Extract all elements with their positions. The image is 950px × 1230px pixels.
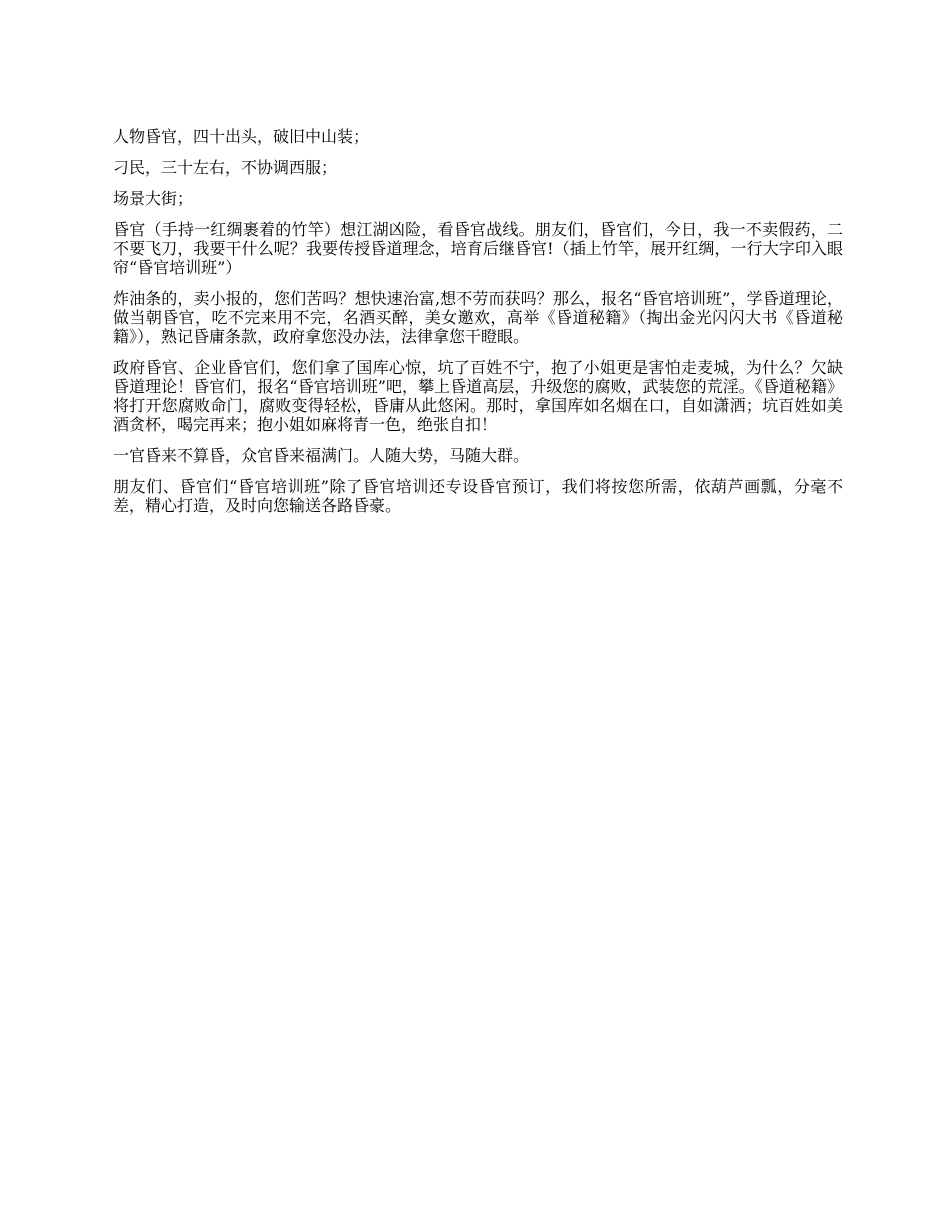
- paragraph-saying: 一官昏来不算昏，众官昏来福满门。人随大势，马随大群。: [113, 446, 530, 465]
- paragraph-closing: 朋友们、昏官们“昏官培训班”除了昏官培训还专设昏官预订，我们将按您所需，依葫芦画瓢，分毫不差，精心打造，及时向您输送各路昏豪。: [113, 477, 843, 515]
- paragraph-appeal-commoners: 炸油条的，卖小报的，您们苦吗？想快速治富,想不劳而获吗？那么，报名“昏官培训班”，学昏道理论，做当朝昏官，吃不完来用不完，名酒买醉，美女邀欢，高举《昏道秘籍》（掏出金光闪闪大书《昏道秘籍》），熟记昏庸条款，政府拿您没办法，法律拿您干瞪眼。: [113, 289, 843, 346]
- paragraph-opening-speech: 昏官（手持一红绸裹着的竹竿）想江湖凶险，看昏官战线。朋友们，昏官们，今日，我一不卖假药，二不要飞刀，我要干什么呢？我要传授昏道理念，培育后继昏官!（插上竹竿，展开红绸，一行大字印入眼帘“昏官培训班”）: [113, 220, 843, 277]
- document-body: [113, 127, 843, 527]
- paragraph-cast-official: 人物昏官，四十出头，破旧中山装；: [113, 127, 370, 146]
- paragraph-cast-commoner: 刁民，三十左右，不协调西服；: [113, 158, 338, 177]
- paragraph-appeal-officials: 政府昏官、企业昏官们，您们拿了国库心惊，坑了百姓不宁，抱了小姐更是害怕走麦城，为什么？欠缺昏道理论！昏官们，报名“昏官培训班”吧，攀上昏道高层，升级您的腐败，武装您的荒淫。《昏道秘籍》将打开您腐败命门，腐败变得轻松，昏庸从此悠闲。那时，拿国库如名烟在口，自如潇洒；坑百姓如美酒贪杯，喝完再来；抱小姐如麻将青一色，绝张自扣！: [113, 358, 843, 434]
- paragraph-scene: 场景大街；: [113, 189, 194, 208]
